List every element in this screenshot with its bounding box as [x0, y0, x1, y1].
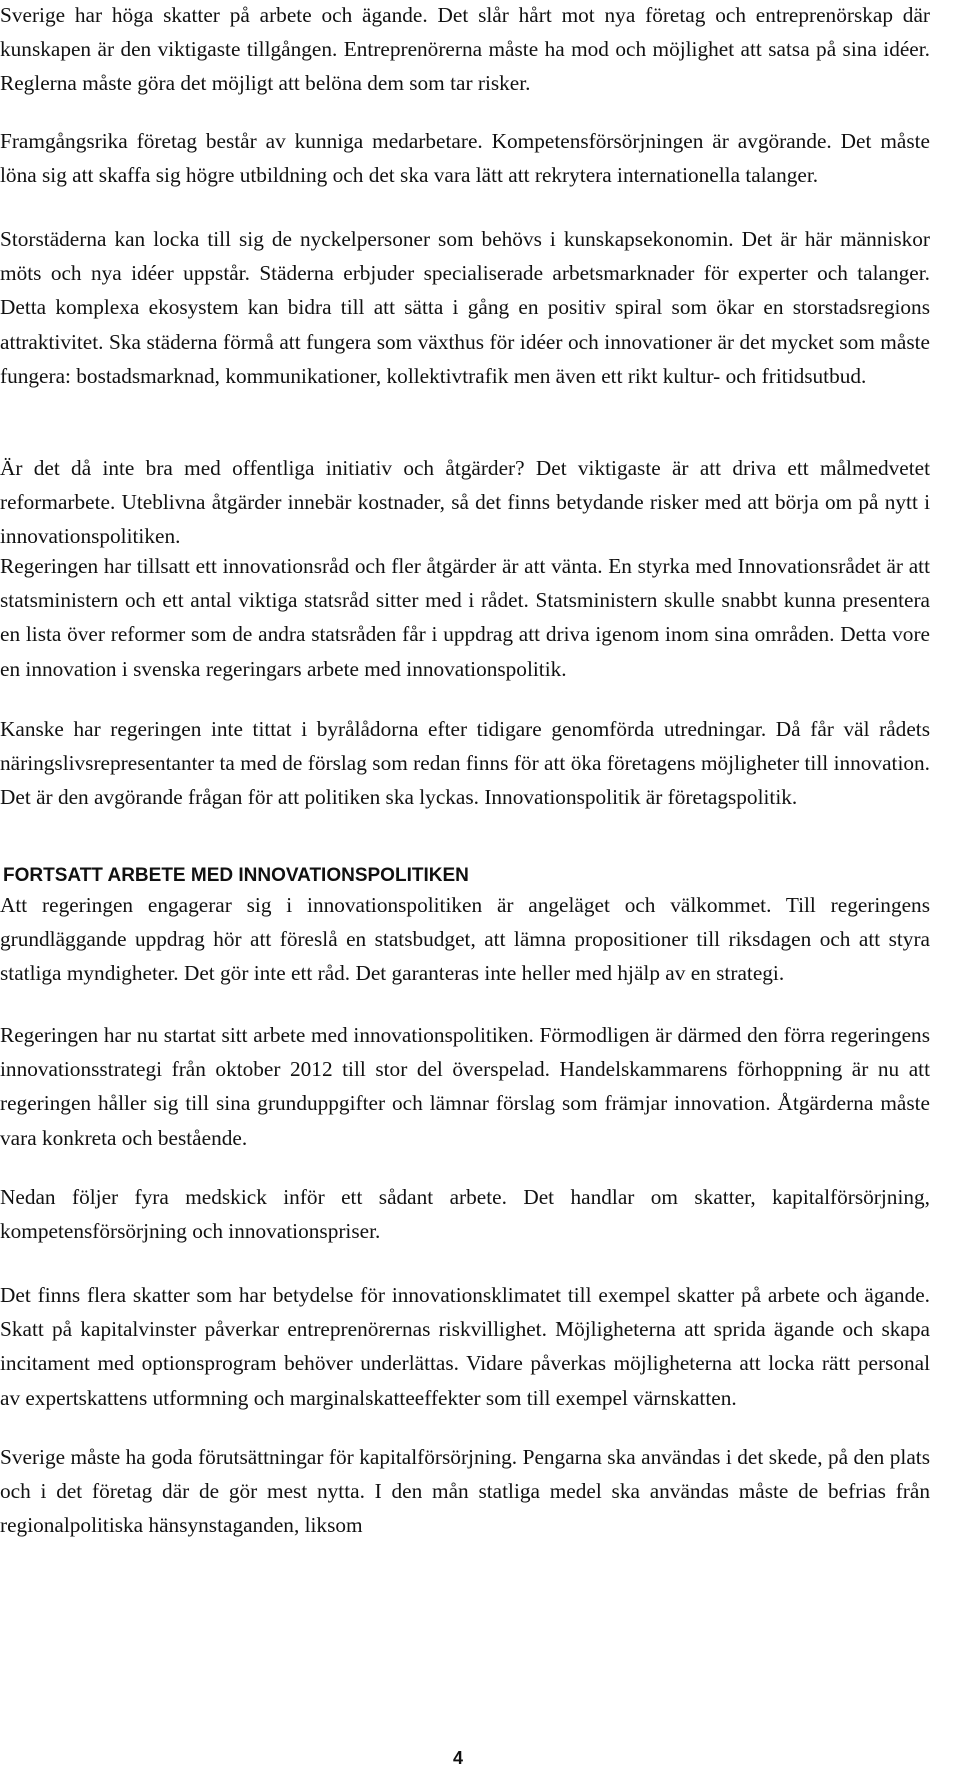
paragraph-previous-reports: Kanske har regeringen inte tittat i byrålådorna efter tidigare genomförda utredningar. Då får väl rådets näringslivsrepresentanter ta med de förslag som redan finns för att öka företagens möjligheter till innovation. Det är den avgörande frågan för att politiken ska lyckas. Innovationspolitik är företagspolitik. [0, 717, 930, 810]
page-number: 4 [453, 1748, 464, 1768]
paragraph-capital-supply: Sverige måste ha goda förutsättningar för kapitalförsörjning. Pengarna ska användas i det skede, på den plats och i det företag där de gör mest nytta. I den mån statliga medel ska användas måste de befrias från regionalpolitiska hänsynstaganden, liksom [0, 1445, 930, 1538]
paragraph-taxes-intro: Sverige har höga skatter på arbete och ägande. Det slår hårt mot nya företag och entreprenörskap där kunskapen är den viktigaste tillgången. Entreprenörerna måste ha mod och möjlighet att satsa på sina idéer. Reglerna måste göra det möjligt att belöna dem som tar risker. [0, 3, 930, 96]
paragraph-public-initiatives: Är det då inte bra med offentliga initiativ och åtgärder? Det viktigaste är att driva ett målmedvetet reformarbete. Uteblivna åtgärder innebär kostnader, så det finns betydande risker med att börja om på nytt i innovationspolitiken. [0, 456, 930, 549]
paragraph-four-recommendations: Nedan följer fyra medskick inför ett sådant arbete. Det handlar om skatter, kapitalförsörjning, kompetensförsörjning och innovationspriser. [0, 1185, 930, 1244]
paragraph-taxes: Det finns flera skatter som har betydelse för innovationsklimatet till exempel skatter på arbete och ägande. Skatt på kapitalvinster påverkar entreprenörernas riskvillighet. Möjligheterna att sprida ägande och skapa incitament med optionsprogram behöver underlättas. Vidare påverkas möjligheterna att locka rätt personal av expertskattens utformning och marginalskatteeffekter som till exempel värnskatten. [0, 1283, 930, 1410]
paragraph-competence: Framgångsrika företag består av kunniga medarbetare. Kompetensförsörjningen är avgörande. Det måste löna sig att skaffa sig högre utbildning och det ska vara lätt att rekrytera internationella talanger. [0, 129, 930, 188]
section-heading: FORTSATT ARBETE MED INNOVATIONSPOLITIKEN [3, 865, 469, 886]
paragraph-cities: Storstäderna kan locka till sig de nyckelpersoner som behövs i kunskapsekonomin. Det är här människor möts och nya idéer uppstår. Städerna erbjuder specialiserade arbetsmarknader för experter och talanger. Detta komplexa ekosystem kan bidra till att sätta i gång en positiv spiral som ökar en storstadsregions attraktivitet. Ska städerna förmå att fungera som växthus för idéer och innovationer är det mycket som måste fungera: bostadsmarknad, kommunikationer, kollektivtrafik men även ett rikt kultur- och fritidsutbud. [0, 227, 930, 388]
paragraph-government-started: Regeringen har nu startat sitt arbete med innovationspolitiken. Förmodligen är därmed den förra regeringens innovationsstrategi från oktober 2012 till stor del överspelad. Handelskammarens förhoppning är nu att regeringen håller sig till sina grunduppgifter och lämnar förslag som främjar innovation. Åtgärderna måste vara konkreta och bestående. [0, 1023, 930, 1150]
paragraph-government-engagement: Att regeringen engagerar sig i innovationspolitiken är angeläget och välkommet. Till regeringens grundläggande uppdrag hör att föreslå en statsbudget, att lämna propositioner till riksdagen och att styra statliga myndigheter. Det gör inte ett råd. Det garanteras inte heller med hjälp av en strategi. [0, 893, 930, 986]
paragraph-innovation-council: Regeringen har tillsatt ett innovationsråd och fler åtgärder är att vänta. En styrka med Innovationsrådet är att statsministern och ett antal viktiga statsråd sitter med i rådet. Statsministern skulle snabbt kunna presentera en lista över reformer som de andra statsråden får i uppdrag att driva igenom inom sina områden. Detta vore en innovation i svenska regeringars arbete med innovationspolitik. [0, 554, 930, 681]
